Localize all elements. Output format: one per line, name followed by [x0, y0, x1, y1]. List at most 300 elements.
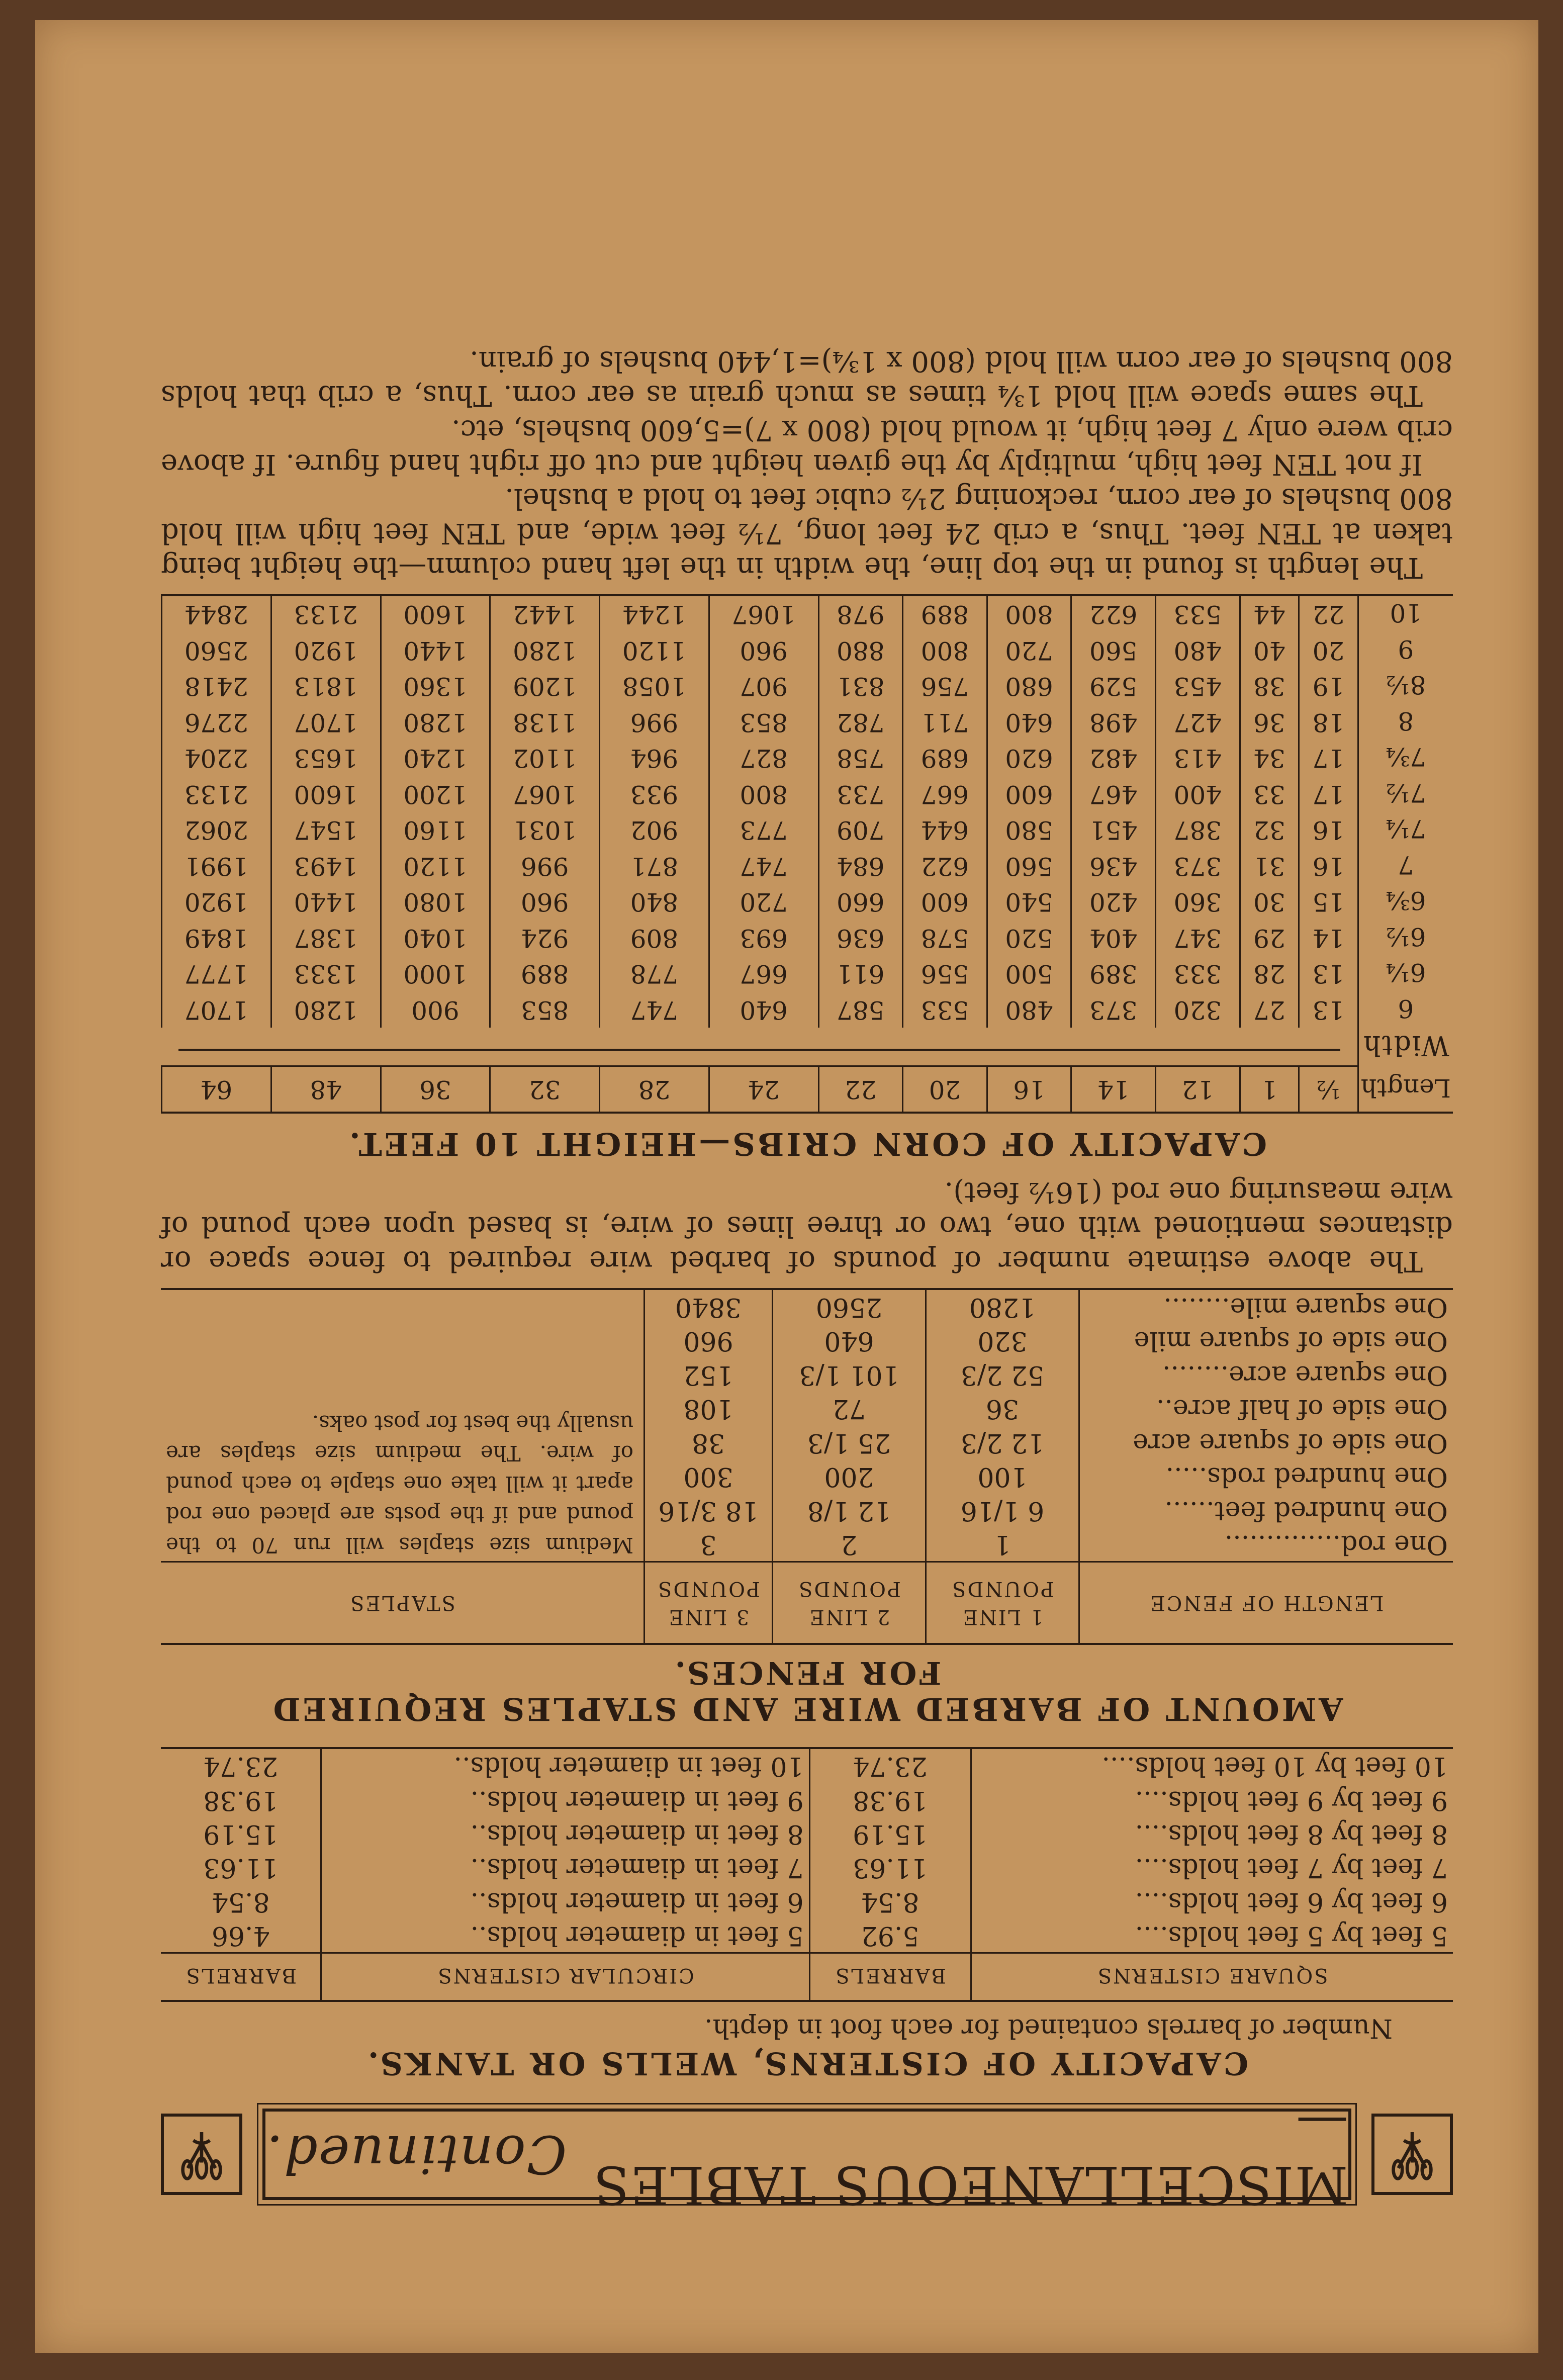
width-value: 8½ [1358, 668, 1453, 704]
bushel-cell: 529 [1071, 668, 1156, 704]
bushel-cell: 711 [903, 704, 987, 740]
bushel-cell: 622 [903, 848, 987, 884]
bushel-cell: 1707 [271, 704, 381, 740]
bushel-cell: 680 [987, 668, 1071, 704]
bushel-cell: 880 [818, 632, 903, 668]
bushel-cell: 480 [1156, 632, 1240, 668]
fence-length: One square mile........ [1079, 1289, 1453, 1324]
circular-size: 9 feet in diameter holds.. [470, 1785, 804, 1815]
title-text: MISCELLANEOUS TABLES— [592, 2093, 1348, 2216]
bushel-cell: 540 [987, 884, 1071, 920]
bushel-cell: 20 [1299, 632, 1358, 668]
bushel-cell: 622 [1071, 595, 1156, 632]
cribs-table [161, 594, 1453, 1114]
bushel-cell: 2133 [162, 776, 271, 812]
bushel-cell: 533 [1156, 595, 1240, 632]
logo-right [161, 2114, 242, 2195]
bushel-cell: 587 [818, 991, 903, 1028]
col-barrels-circular: BARRELS [161, 1953, 321, 2001]
cisterns-title: CAPACITY OF CISTERNS, WELLS OR TANKS. [365, 2045, 1249, 2082]
bushel-cell: 420 [1071, 884, 1156, 920]
bushel-cell: 1120 [381, 848, 490, 884]
bushel-cell: 684 [818, 848, 903, 884]
table-row [161, 1748, 1453, 1783]
fence-length: One hundred rods..... [1079, 1459, 1453, 1493]
bushel-cell: 1102 [490, 740, 600, 776]
bushel-cell: 580 [987, 812, 1071, 848]
col-circular-cisterns: CIRCULAR CISTERNS [321, 1953, 809, 2001]
bushel-cell: 800 [987, 595, 1071, 632]
table-row [161, 1783, 1453, 1816]
square-size: 7 feet by 7 feet holds.... [1135, 1853, 1448, 1883]
pounds-3-line: 3840 [645, 1289, 773, 1324]
bushel-cell: 436 [1071, 848, 1156, 884]
bushel-cell: 480 [987, 991, 1071, 1028]
bushel-cell: 1333 [271, 956, 381, 992]
bushel-cell: 14 [1299, 920, 1358, 956]
bushel-cell: 1209 [490, 668, 600, 704]
square-size: 5 feet by 5 feet holds.... [1135, 1920, 1448, 1951]
bushel-cell: 709 [818, 812, 903, 848]
line2-label: 2 LINE [808, 1605, 890, 1629]
bushel-cell: 2204 [162, 740, 271, 776]
pounds-3-line: 152 [645, 1357, 773, 1391]
bushel-cell: 360 [1156, 884, 1240, 920]
bushel-cell: 1040 [381, 920, 490, 956]
bushel-cell: 1058 [600, 668, 709, 704]
bushel-cell: 500 [987, 956, 1071, 992]
bushel-cell: 1849 [162, 920, 271, 956]
pounds-2-line: 200 [773, 1459, 926, 1493]
wheat-sheaf-icon [1385, 2127, 1440, 2182]
bushel-cell: 387 [1156, 812, 1240, 848]
width-value: 9 [1358, 632, 1453, 668]
bushel-cell: 827 [709, 740, 818, 776]
title-continued: Continued. [265, 2124, 567, 2185]
bushel-cell: 900 [381, 991, 490, 1028]
width-value: 7 [1358, 848, 1453, 884]
bushel-cell: 1067 [709, 595, 818, 632]
fence-title-line2: FOR FENCES. [672, 1655, 942, 1692]
bushel-cell: 44 [1240, 595, 1299, 632]
bushel-cell: 636 [818, 920, 903, 956]
bushel-cell: 498 [1071, 704, 1156, 740]
table-row [161, 1817, 1453, 1851]
pounds-3-line: 960 [645, 1324, 773, 1357]
circular-size: 7 feet in diameter holds.. [470, 1853, 804, 1883]
bushel-cell: 2133 [271, 595, 381, 632]
bushel-cell: 1360 [381, 668, 490, 704]
bushel-cell: 720 [709, 884, 818, 920]
width-value: 8 [1358, 704, 1453, 740]
bushel-cell: 853 [490, 991, 600, 1028]
bushel-cell: 30 [1240, 884, 1299, 920]
bushel-cell: 756 [903, 668, 987, 704]
bushel-cell: 1600 [271, 776, 381, 812]
bushel-cell: 667 [903, 776, 987, 812]
bushel-cell: 28 [1240, 956, 1299, 992]
fence-length: One hundred feet...... [1079, 1493, 1453, 1527]
bushel-cell: 18 [1299, 704, 1358, 740]
pounds-2-line: 2 [773, 1527, 926, 1562]
table-row [162, 704, 1453, 740]
bushel-cell: 889 [490, 956, 600, 992]
bushel-cell: 29 [1240, 920, 1299, 956]
pounds-3-line: 108 [645, 1392, 773, 1425]
bushel-cell: 333 [1156, 956, 1240, 992]
fence-length: One side of square mile [1079, 1324, 1453, 1357]
fence-length: One side of half acre.. [1079, 1392, 1453, 1425]
bushel-cell: 933 [600, 776, 709, 812]
length-value: 1 [1240, 1066, 1299, 1113]
length-value: 28 [600, 1066, 709, 1113]
bushel-cell: 996 [490, 848, 600, 884]
wheat-sheaf-icon [174, 2127, 229, 2182]
bushel-cell: 747 [709, 848, 818, 884]
bushel-cell: 1387 [271, 920, 381, 956]
bushel-cell: 1920 [271, 632, 381, 668]
bushel-cell: 778 [600, 956, 709, 992]
length-value: 22 [818, 1066, 903, 1113]
bushel-cell: 1067 [490, 776, 600, 812]
square-barrels: 8.54 [809, 1884, 971, 1918]
bushel-cell: 1244 [600, 595, 709, 632]
width-value: 6¾ [1358, 884, 1453, 920]
col-1-line [926, 1562, 1079, 1644]
bushel-cell: 800 [903, 632, 987, 668]
bushel-cell: 560 [987, 848, 1071, 884]
table-row [162, 956, 1453, 992]
table-row [162, 884, 1453, 920]
bushel-cell: 782 [818, 704, 903, 740]
square-size: 8 feet by 8 feet holds.... [1135, 1819, 1448, 1849]
bushel-cell: 840 [600, 884, 709, 920]
length-value: 24 [709, 1066, 818, 1113]
bushel-cell: 978 [818, 595, 903, 632]
circular-barrels: 4.66 [161, 1918, 321, 1953]
square-barrels: 15.19 [809, 1817, 971, 1851]
bushel-cell: 720 [987, 632, 1071, 668]
bushel-cell: 2844 [162, 595, 271, 632]
table-row [161, 1851, 1453, 1884]
logo-left [1371, 2114, 1453, 2195]
table-row [161, 1527, 1453, 1562]
pounds-2-line: 101 1/3 [773, 1357, 926, 1391]
bushel-cell: 996 [600, 704, 709, 740]
bushel-cell: 1707 [162, 991, 271, 1028]
pounds-2-line: 640 [773, 1324, 926, 1357]
bushel-cell: 33 [1240, 776, 1299, 812]
bushel-cell: 320 [1156, 991, 1240, 1028]
width-value: 7¾ [1358, 740, 1453, 776]
circular-size: 6 feet in diameter holds.. [470, 1886, 804, 1917]
bushel-cell: 733 [818, 776, 903, 812]
bushel-cell: 600 [903, 884, 987, 920]
length-value: 12 [1156, 1066, 1240, 1113]
bushel-cell: 16 [1299, 848, 1358, 884]
page-header [161, 2093, 1453, 2216]
bushel-cell: 373 [1071, 991, 1156, 1028]
circular-barrels: 23.74 [161, 1748, 321, 1783]
bushel-cell: 533 [903, 991, 987, 1028]
table-row [161, 1884, 1453, 1918]
length-value: 32 [490, 1066, 600, 1113]
length-value: 64 [162, 1066, 271, 1113]
bushel-cell: 560 [1071, 632, 1156, 668]
width-value: 7½ [1358, 776, 1453, 812]
table-row [162, 595, 1453, 632]
bushel-cell: 2560 [162, 632, 271, 668]
table-row [162, 848, 1453, 884]
square-size: 10 feet by 10 feet holds.... [1101, 1751, 1448, 1782]
bushel-cell: 800 [709, 776, 818, 812]
pounds-1-line: 36 [926, 1392, 1079, 1425]
pounds-2-line: 2560 [773, 1289, 926, 1324]
cribs-para-2: If not TEN feet high, multiply by the given height and cut off right hand figure. If above crib were only 7 feet high, it would hold (800 x 7)=5,600 bushels, etc. [161, 413, 1453, 481]
bushel-cell: 1813 [271, 668, 381, 704]
length-value: 48 [271, 1066, 381, 1113]
brace-line [179, 1042, 1340, 1051]
col-barrels-square: BARRELS [809, 1953, 971, 2001]
length-label: Length [1358, 1066, 1453, 1113]
bushel-cell: 1777 [162, 956, 271, 992]
bushel-cell: 19 [1299, 668, 1358, 704]
bushel-cell: 404 [1071, 920, 1156, 956]
cisterns-table [161, 1747, 1453, 2002]
circular-barrels: 11.63 [161, 1851, 321, 1884]
square-size: 6 feet by 6 feet holds.... [1135, 1886, 1448, 1917]
square-barrels: 23.74 [809, 1748, 971, 1783]
bushel-cell: 1080 [381, 884, 490, 920]
bushel-cell: 13 [1299, 956, 1358, 992]
bushel-cell: 13 [1299, 991, 1358, 1028]
bushel-cell: 1200 [381, 776, 490, 812]
bushel-cell: 578 [903, 920, 987, 956]
table-row [162, 812, 1453, 848]
bushel-cell: 451 [1071, 812, 1156, 848]
bushel-cell: 620 [987, 740, 1071, 776]
bushel-cell: 31 [1240, 848, 1299, 884]
pounds-3-line: 18 3/16 [645, 1493, 773, 1527]
bushel-cell: 482 [1071, 740, 1156, 776]
length-value: 20 [903, 1066, 987, 1113]
bushel-cell: 907 [709, 668, 818, 704]
table-row [162, 740, 1453, 776]
cribs-para-3: The same space will hold 1¾ times as much grain as ear corn. Thus, a crib that holds 800 bushels of ear corn will hold (800 x 1¾)=1,440 bushels of grain. [161, 345, 1453, 412]
col-length-of-fence: LENGTH OF FENCE [1079, 1562, 1453, 1644]
bushel-cell: 373 [1156, 848, 1240, 884]
bushel-cell: 1138 [490, 704, 600, 740]
bushel-cell: 889 [903, 595, 987, 632]
length-value: 36 [381, 1066, 490, 1113]
pounds-1-line: 52 2/3 [926, 1357, 1079, 1391]
staples-note: Medium size staples will run 70 to the pound and if the posts are placed one rod apart it will take one staple to each pound of wire. The medium size staples are usually the best for post oaks. [166, 1410, 633, 1558]
length-value: 16 [987, 1066, 1071, 1113]
width-label-row [162, 1028, 1453, 1066]
bushel-cell: 17 [1299, 776, 1358, 812]
bushel-cell: 964 [600, 740, 709, 776]
bushel-cell: 1600 [381, 595, 490, 632]
pounds-1-line: 1280 [926, 1289, 1079, 1324]
width-brace [162, 1028, 1358, 1066]
bushel-cell: 1920 [162, 884, 271, 920]
pounds-3-line: 3 [645, 1527, 773, 1562]
circular-size: 5 feet in diameter holds.. [470, 1920, 804, 1951]
pounds-2-line: 25 1/3 [773, 1425, 926, 1459]
circular-size: 8 feet in diameter holds.. [470, 1819, 804, 1849]
bushel-cell: 2418 [162, 668, 271, 704]
width-value: 6½ [1358, 920, 1453, 956]
bushel-cell: 467 [1071, 776, 1156, 812]
bushel-cell: 600 [987, 776, 1071, 812]
bushel-cell: 831 [818, 668, 903, 704]
table-row [162, 776, 1453, 812]
bushel-cell: 1280 [381, 704, 490, 740]
cribs-para-1: The length is found in the top line, the width in the left hand column—the height being taken at TEN feet. Thus, a crib 24 feet long, 7½ feet wide, and TEN feet high will hold 800 bushels of ear corn, reckoning 2½ cubic feet to hold a bushel. [161, 482, 1453, 584]
pounds-1-line: 320 [926, 1324, 1079, 1357]
pounds-label: POUNDS [797, 1577, 901, 1601]
square-barrels: 5.92 [809, 1918, 971, 1953]
bushel-cell: 2062 [162, 812, 271, 848]
bushel-cell: 960 [490, 884, 600, 920]
pounds-label: POUNDS [951, 1577, 1054, 1601]
bushel-cell: 693 [709, 920, 818, 956]
document-page [35, 20, 1538, 2353]
bushel-cell: 17 [1299, 740, 1358, 776]
printed-content [35, 20, 1538, 2353]
bushel-cell: 758 [818, 740, 903, 776]
fence-footnote: The above estimate number of pounds of barbed wire required to fence space or distances mentioned with one, two or three lines of wire, is based upon each pound of wire measuring one rod (16½ feet). [161, 1175, 1453, 1277]
crib-length-row [162, 1066, 1453, 1113]
bushel-cell: 809 [600, 920, 709, 956]
width-value: 10 [1358, 595, 1453, 632]
bushel-cell: 32 [1240, 812, 1299, 848]
bushel-cell: 16 [1299, 812, 1358, 848]
circular-barrels: 15.19 [161, 1817, 321, 1851]
pounds-2-line: 12 1/8 [773, 1493, 926, 1527]
bushel-cell: 747 [600, 991, 709, 1028]
table-row [162, 991, 1453, 1028]
width-value: 7¼ [1358, 812, 1453, 848]
fence-length: One side of square acre [1079, 1425, 1453, 1459]
bushel-cell: 1493 [271, 848, 381, 884]
bushel-cell: 347 [1156, 920, 1240, 956]
circular-barrels: 19.38 [161, 1783, 321, 1816]
circular-barrels: 8.54 [161, 1884, 321, 1918]
bushel-cell: 1547 [271, 812, 381, 848]
bushel-cell: 400 [1156, 776, 1240, 812]
bushel-cell: 1442 [490, 595, 600, 632]
pounds-1-line: 100 [926, 1459, 1079, 1493]
square-barrels: 19.38 [809, 1783, 971, 1816]
bushel-cell: 871 [600, 848, 709, 884]
bushel-cell: 660 [818, 884, 903, 920]
square-size: 9 feet by 9 feet holds.... [1135, 1785, 1448, 1815]
bushel-cell: 960 [709, 632, 818, 668]
bushel-cell: 34 [1240, 740, 1299, 776]
length-value: ½ [1299, 1066, 1358, 1113]
bushel-cell: 640 [987, 704, 1071, 740]
fence-length: One rod.............. [1079, 1527, 1453, 1562]
bushel-cell: 640 [709, 991, 818, 1028]
length-value: 14 [1071, 1066, 1156, 1113]
pounds-label: POUNDS [657, 1577, 760, 1601]
bushel-cell: 644 [903, 812, 987, 848]
bushel-cell: 38 [1240, 668, 1299, 704]
cribs-title: CAPACITY OF CORN CRIBS—HEIGHT 10 FEET. [347, 1125, 1267, 1162]
bushel-cell: 22 [1299, 595, 1358, 632]
fence-table [161, 1288, 1453, 1645]
line1-label: 1 LINE [961, 1605, 1044, 1629]
table-row [162, 668, 1453, 704]
bushel-cell: 413 [1156, 740, 1240, 776]
col-square-cisterns: SQUARE CISTERNS [971, 1953, 1453, 2001]
bushel-cell: 1000 [381, 956, 490, 992]
circular-size: 10 feet in diameter holds.. [453, 1751, 804, 1782]
fence-title-line1: AMOUNT OF BARBED WIRE AND STAPLES REQUIRED [270, 1690, 1343, 1727]
page-title [262, 2093, 1351, 2216]
table-row [162, 920, 1453, 956]
col-2-line [773, 1562, 926, 1644]
bushel-cell: 1991 [162, 848, 271, 884]
bushel-cell: 453 [1156, 668, 1240, 704]
cisterns-subtitle: Number of barrels contained for each foot in depth. [704, 2012, 1393, 2043]
bushel-cell: 520 [987, 920, 1071, 956]
bushel-cell: 667 [709, 956, 818, 992]
fence-length: One square acre........ [1079, 1357, 1453, 1391]
bushel-cell: 556 [903, 956, 987, 992]
col-3-line [645, 1562, 773, 1644]
bushel-cell: 2276 [162, 704, 271, 740]
bushel-cell: 1440 [381, 632, 490, 668]
bushel-cell: 1160 [381, 812, 490, 848]
bushel-cell: 1440 [271, 884, 381, 920]
pounds-3-line: 38 [645, 1425, 773, 1459]
bushel-cell: 689 [903, 740, 987, 776]
bushel-cell: 611 [818, 956, 903, 992]
table-row [162, 632, 1453, 668]
pounds-1-line: 1 [926, 1527, 1079, 1562]
pounds-2-line: 72 [773, 1392, 926, 1425]
bushel-cell: 1240 [381, 740, 490, 776]
bushel-cell: 389 [1071, 956, 1156, 992]
width-label: Width [1358, 1028, 1453, 1066]
bushel-cell: 853 [709, 704, 818, 740]
bushel-cell: 773 [709, 812, 818, 848]
width-value: 6¼ [1358, 956, 1453, 992]
bushel-cell: 924 [490, 920, 600, 956]
bushel-cell: 36 [1240, 704, 1299, 740]
bushel-cell: 1280 [490, 632, 600, 668]
col-staples: STAPLES [161, 1562, 645, 1644]
line3-label: 3 LINE [667, 1605, 750, 1629]
bushel-cell: 902 [600, 812, 709, 848]
bushel-cell: 1120 [600, 632, 709, 668]
table-row [161, 1918, 1453, 1953]
square-barrels: 11.63 [809, 1851, 971, 1884]
bushel-cell: 427 [1156, 704, 1240, 740]
bushel-cell: 1653 [271, 740, 381, 776]
bushel-cell: 1280 [271, 991, 381, 1028]
pounds-3-line: 300 [645, 1459, 773, 1493]
pounds-1-line: 12 2/3 [926, 1425, 1079, 1459]
bushel-cell: 1031 [490, 812, 600, 848]
bushel-cell: 40 [1240, 632, 1299, 668]
width-value: 6 [1358, 991, 1453, 1028]
pounds-1-line: 6 1/16 [926, 1493, 1079, 1527]
bushel-cell: 15 [1299, 884, 1358, 920]
bushel-cell: 27 [1240, 991, 1299, 1028]
